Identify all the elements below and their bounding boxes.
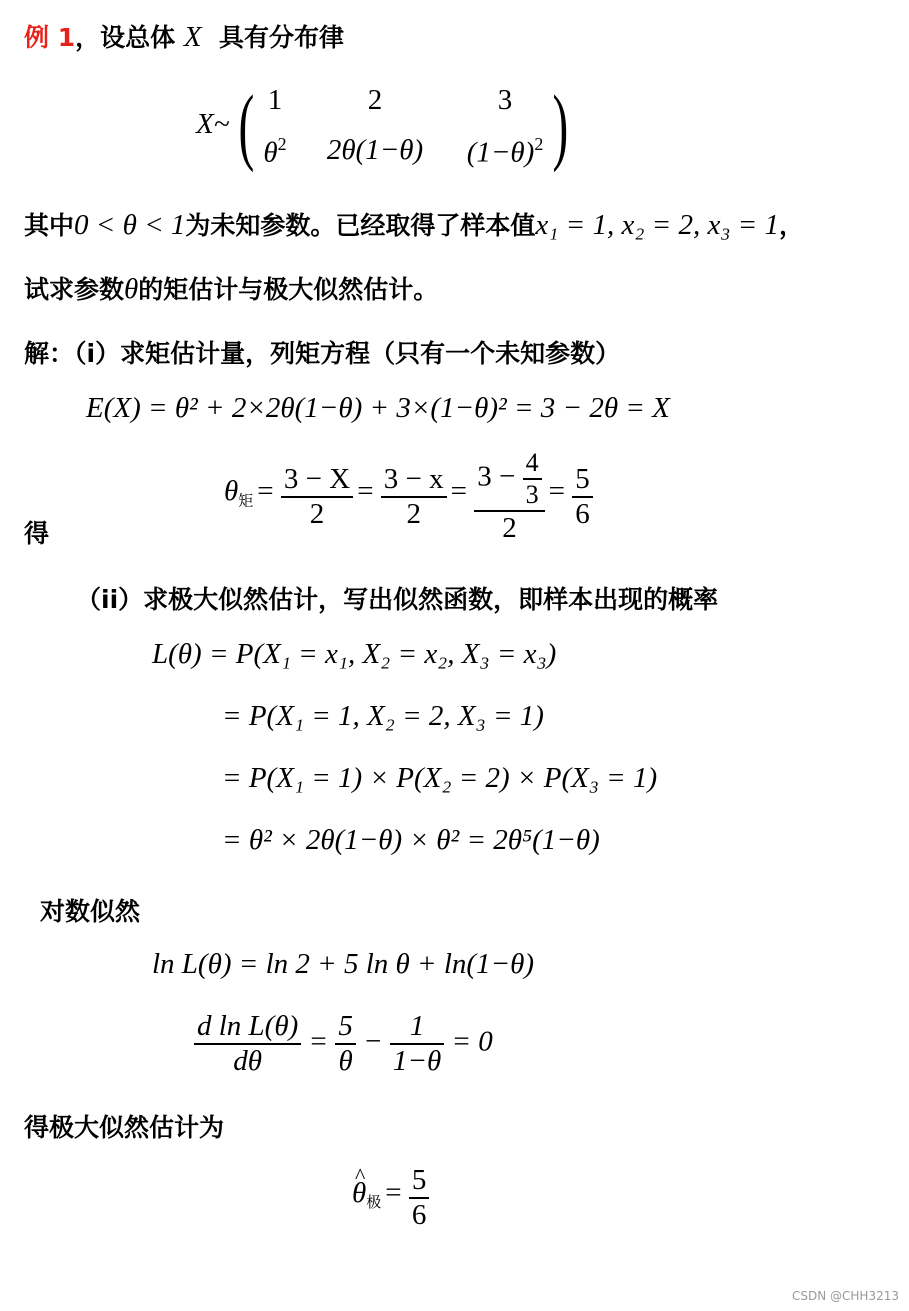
- derivative-equation: $\frac{\text{d ln L(θ)}}{d\theta}$ = $\frac{5}{\theta}$ − $\frac{1}{1-\theta}$ = 0: [194, 1010, 493, 1078]
- left-paren: (: [238, 77, 255, 173]
- example-title: [24, 18, 344, 54]
- dist-value-3: 3: [497, 84, 513, 116]
- example-number: 例 1: [24, 23, 76, 52]
- title-tail: 具有分布律: [218, 23, 344, 52]
- solution-part2-heading: （ii）求极大似然估计，写出似然函数，即样本出现的概率: [76, 585, 719, 614]
- watermark: CSDN @CHH3213: [792, 1289, 899, 1303]
- moment-estimate: $\theta_矩$ = $\frac{3 - X}{2}$ = $\frac{3 - x}{2}$ = 3 − $\frac{4}{3}$ 2 = $\frac{5}{6}$: [224, 448, 593, 545]
- log-likelihood-label: 对数似然: [40, 897, 141, 926]
- dist-prob-3: $(1-\theta)^2$: [466, 134, 544, 169]
- title-text: ，设总体: [75, 23, 176, 52]
- de-label: 得: [24, 519, 50, 548]
- theta-range: 0 < θ < 1: [74, 209, 186, 241]
- mle-result: ^ $\theta_极$ = $\frac{5}{6}$: [352, 1164, 429, 1232]
- log-likelihood-equation: ln L(θ) = ln 2 + 5 ln θ + ln(1−θ): [152, 948, 534, 980]
- title-var: X: [183, 21, 202, 53]
- sample-values: x₁ = 1, x₂ = 2, x₃ = 1: [535, 209, 779, 241]
- condition-line: 其中0 < θ < 1为未知参数。已经取得了样本值x₁ = 1, x₂ = 2, x₃ = 1，: [24, 209, 805, 241]
- likelihood-line-4: = θ² × 2θ(1−θ) × θ² = 2θ⁵(1−θ): [222, 824, 600, 856]
- dist-value-1: 1: [267, 84, 283, 116]
- dist-lhs: X~: [196, 108, 230, 140]
- likelihood-line-2: = P(X₁ = 1, X₂ = 2, X₃ = 1): [222, 700, 544, 732]
- dist-prob-2: 2θ(1−θ): [326, 134, 424, 166]
- dist-prob-1: $\theta^2$: [263, 134, 287, 169]
- mle-label: 得极大似然估计为: [24, 1113, 225, 1142]
- moment-equation: E(X) = θ² + 2×2θ(1−θ) + 3×(1−θ)² = 3 − 2θ = X: [86, 392, 670, 424]
- likelihood-line-1: L(θ) = P(X₁ = x₁, X₂ = x₂, X₃ = x₃): [152, 638, 557, 670]
- solution-part1-heading: 解：（i）求矩估计量，列矩方程（只有一个未知参数）: [24, 339, 621, 368]
- dist-value-2: 2: [367, 84, 383, 116]
- likelihood-line-3: = P(X₁ = 1) × P(X₂ = 2) × P(X₃ = 1): [222, 762, 658, 794]
- right-paren: ): [552, 77, 569, 173]
- task-line: 试求参数θ的矩估计与极大似然估计。: [24, 273, 439, 305]
